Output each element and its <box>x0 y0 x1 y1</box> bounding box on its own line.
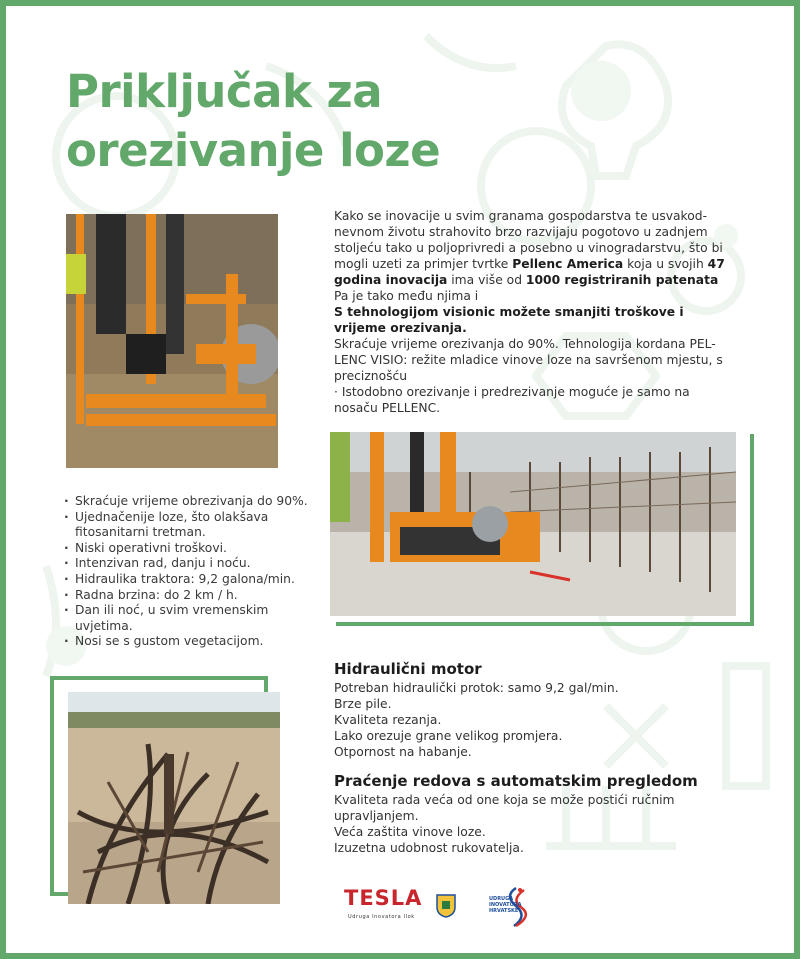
pruned-vines-photo <box>68 692 280 904</box>
list-item: Lako orezuje grane velikog promjera. <box>334 729 563 743</box>
pruning-machine-photo-1 <box>66 214 278 468</box>
list-item: Veća zaštita vinove loze. <box>334 825 486 839</box>
intro-line-2: Pa je tako među njima i <box>334 289 479 303</box>
row-tracking-section <box>334 772 714 856</box>
innovation-years: 47 godina inovacija <box>334 257 725 287</box>
list-item: · Ujednačenije loze, što olakšava fitosanitarni tretman. <box>62 510 322 541</box>
list-item: · Skraćuje vrijeme obrezivanja do 90%. <box>62 494 322 510</box>
hydraulic-motor-section <box>334 660 714 760</box>
list-item: Izuzetna udobnost rukovatelja. <box>334 841 524 855</box>
intro-bold-line <box>334 304 726 336</box>
list-item: Kvaliteta rada veća od one koja se može postići ručnim upravljanjem. <box>334 793 675 823</box>
innovators-association-name <box>489 896 522 914</box>
intro-paragraph-3: · Istodobno orezivanje i predrezivanje moguće je samo na nosaču PELLENC. <box>334 385 690 415</box>
list-item: Otpornost na habanje. <box>334 745 472 759</box>
title-line-2: orezivanje loze <box>66 124 441 177</box>
list-item: · Niski operativni troškovi. <box>62 541 322 557</box>
list-item: · Radna brzina: do 2 km / h. <box>62 588 322 604</box>
intro-text <box>334 208 726 416</box>
list-item: · Nosi se s gustom vegetacijom. <box>62 634 322 650</box>
page-title <box>66 62 440 180</box>
tesla-logo: TESLA <box>344 886 423 910</box>
logo-text-line: INOVATORA <box>489 902 522 908</box>
intro-paragraph-2: Skraćuje vrijeme orezivanja do 90%. Tehnologija kordana PEL-LENC VISIO: režite mladice vinove loze na savršenom mjestu, s preciznošću <box>334 337 723 383</box>
intro-text-part: Kako se inovacije u svim granama gospodarstva te usvakodnevnom životu strahovito brzo razvijaju pogotovo u zadnjem stoljeću tako u poljoprivredi a posebno u vinogradarstvu, što bi mogli uzeti za primjer tvrtke <box>334 209 723 271</box>
company-name: Pellenc America <box>512 257 624 271</box>
pruning-machine-photo-2 <box>330 432 736 616</box>
intro-paragraph <box>334 208 726 288</box>
list-item: · Dan ili noć, u svim vremenskim uvjetima. <box>62 603 322 634</box>
hydraulic-motor-heading: Hidraulični motor <box>334 660 482 678</box>
list-item: Potreban hidraulički protok: samo 9,2 gal/min. <box>334 681 619 695</box>
intro-text-part: ima više od <box>447 273 526 287</box>
sponsor-logos <box>340 878 540 938</box>
list-item: · Intenzivan rad, danju i noću. <box>62 556 322 572</box>
list-item: · Hidraulika traktora: 9,2 galona/min. <box>62 572 322 588</box>
logo-text-line: UDRUGA <box>489 896 514 902</box>
patent-count: 1000 registriranih patenata <box>525 273 719 287</box>
intro-bold-text: S tehnologijom visionic možete smanjiti troškove i vrijeme orezivanja. <box>334 305 684 335</box>
logo-text-line: HRVATSKE <box>489 908 519 914</box>
row-tracking-heading: Praćenje redova s automatskim pregledom <box>334 772 698 790</box>
list-item: Kvaliteta rezanja. <box>334 713 442 727</box>
intro-text-part: koja u svojih <box>623 257 708 271</box>
list-item: Brze pile. <box>334 697 392 711</box>
ilok-crest-icon <box>436 894 456 918</box>
title-line-1: Priključak za <box>66 65 383 118</box>
feature-list <box>62 494 322 650</box>
tesla-logo-subtitle: Udruga Inovatora Ilok <box>348 914 415 920</box>
